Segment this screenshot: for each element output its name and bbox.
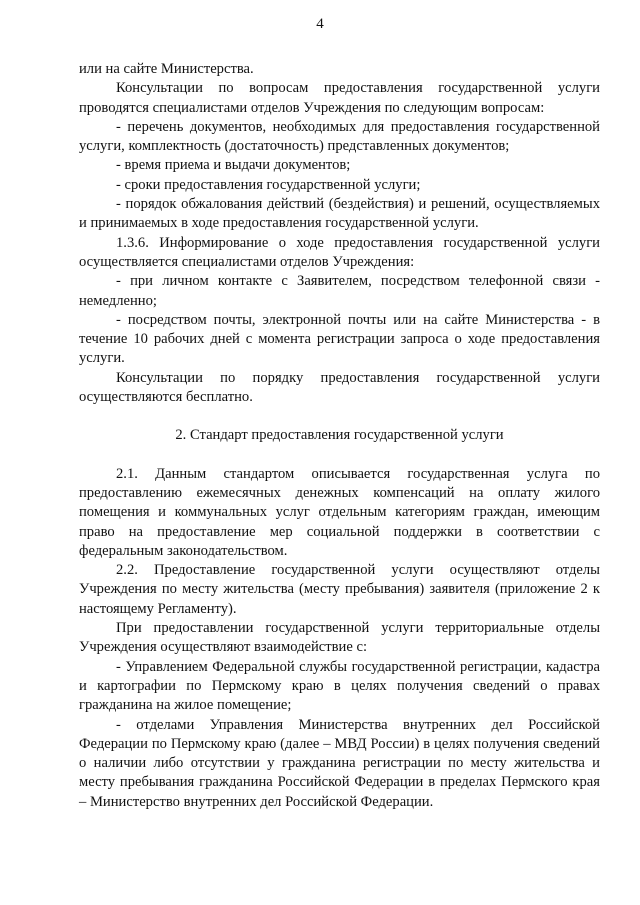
list-item: - Управлением Федеральной службы государственной регистрации, кадастра и картографии по Пермскому краю в целях получения сведений о правах гражданина на жилое помещение; bbox=[79, 658, 600, 714]
list-item: - сроки предоставления государственной услуги; bbox=[116, 176, 421, 193]
paragraph: 2.1. Данным стандартом описывается государственная услуга по предоставлению ежемесячных денежных компенсаций на оплату жилого помещения и коммунальных услуг отдельным категориям граждан, имеющим право на предоставление мер социальной поддержки в соответствии с федеральным законодательством. bbox=[79, 465, 600, 559]
list-item: - перечень документов, необходимых для предоставления государственной услуги, комплектность (достаточность) представленных документов; bbox=[79, 118, 600, 155]
section-heading: 2. Стандарт предоставления государственной услуги bbox=[175, 427, 504, 444]
paragraph: 2.2. Предоставление государственной услуги осуществляют отделы Учреждения по месту жительства (месту пребывания) заявителя (приложение 2 к настоящему Регламенту). bbox=[79, 562, 600, 617]
paragraph: 1.3.6. Информирование о ходе предоставления государственной услуги осуществляется специалистами отделов Учреждения: bbox=[79, 234, 600, 270]
list-item: - отделами Управления Министерства внутренних дел Российской Федерации по Пермскому краю (далее – МВД России) в целях получения сведений о наличии либо отсутствии у гражданина регистрации по месту жительства и месту пребывания гражданина Российской Федерации в пределах Пермского края – Министерство внутренних дел Российской Федерации. bbox=[79, 716, 600, 810]
list-item: - время приема и выдачи документов; bbox=[116, 157, 351, 174]
list-item: - порядок обжалования действий (бездействия) и решений, осуществляемых и принимаемых в ходе предоставления государственной услуги. bbox=[79, 196, 600, 232]
document-body bbox=[79, 60, 600, 812]
paragraph: При предоставлении государственной услуги территориальные отделы Учреждения осуществляют взаимодействие с: bbox=[79, 620, 600, 656]
list-item: - посредством почты, электронной почты или на сайте Министерства - в течение 10 рабочих дней с момента регистрации запроса о ходе предоставления услуги. bbox=[79, 311, 600, 367]
paragraph: или на сайте Министерства. bbox=[79, 61, 254, 77]
list-item: - при личном контакте с Заявителем, посредством телефонной связи - немедленно; bbox=[79, 273, 600, 309]
paragraph: Консультации по вопросам предоставления государственной услуги проводятся специалистами отделов Учреждения по следующим вопросам: bbox=[79, 80, 600, 116]
page-number: 4 bbox=[316, 16, 324, 32]
paragraph: Консультации по порядку предоставления государственной услуги осуществляются бесплатно. bbox=[79, 369, 600, 406]
